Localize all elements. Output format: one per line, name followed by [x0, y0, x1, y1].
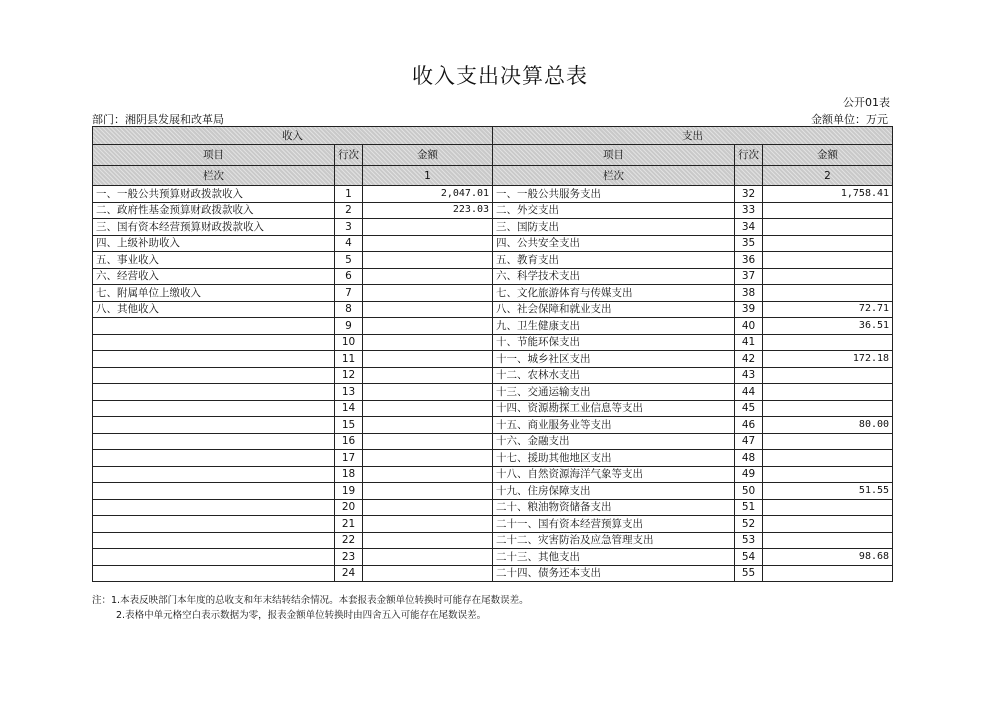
table-row	[93, 384, 893, 401]
expense-item-cell: 十七、援助其他地区支出	[493, 450, 735, 467]
expense-item-cell: 十三、交通运输支出	[493, 384, 735, 401]
income-col-number: 1	[363, 166, 493, 186]
income-item-cell: 二、政府性基金预算财政拨款收入	[93, 202, 335, 219]
expense-amount-cell: 172.18	[763, 351, 893, 368]
table-row	[93, 202, 893, 219]
expense-amount-cell	[763, 334, 893, 351]
income-item-cell	[93, 384, 335, 401]
income-item-cell: 四、上级补助收入	[93, 235, 335, 252]
income-amount-cell	[363, 219, 493, 236]
expense-line-cell: 38	[735, 285, 763, 302]
expense-amount-cell	[763, 202, 893, 219]
expense-amount-header: 金额	[763, 145, 893, 166]
income-amount-cell	[363, 400, 493, 417]
income-line-cell: 19	[335, 483, 363, 500]
table-row	[93, 516, 893, 533]
table-row	[93, 367, 893, 384]
expense-line-cell: 48	[735, 450, 763, 467]
income-item-cell	[93, 351, 335, 368]
expense-item-cell: 十六、金融支出	[493, 433, 735, 450]
expense-item-cell: 十八、自然资源海洋气象等支出	[493, 466, 735, 483]
income-amount-cell	[363, 516, 493, 533]
table-row	[93, 219, 893, 236]
income-item-cell: 七、附属单位上缴收入	[93, 285, 335, 302]
expense-item-cell: 十九、住房保障支出	[493, 483, 735, 500]
income-section-header: 收入	[93, 127, 493, 145]
income-line-cell: 18	[335, 466, 363, 483]
income-line-cell: 2	[335, 202, 363, 219]
expense-item-cell: 二十四、债务还本支出	[493, 565, 735, 582]
income-line-cell: 9	[335, 318, 363, 335]
income-line-cell: 6	[335, 268, 363, 285]
income-item-cell	[93, 499, 335, 516]
table-row	[93, 433, 893, 450]
expense-col-blank	[735, 166, 763, 186]
table-row	[93, 318, 893, 335]
expense-amount-cell	[763, 268, 893, 285]
income-line-cell: 10	[335, 334, 363, 351]
income-item-cell: 六、经营收入	[93, 268, 335, 285]
department-label: 部门：湘阴县发展和改革局	[92, 113, 224, 126]
income-amount-cell	[363, 433, 493, 450]
expense-col-number: 2	[763, 166, 893, 186]
income-item-header: 项目	[93, 145, 335, 166]
table-row	[93, 400, 893, 417]
income-amount-cell	[363, 301, 493, 318]
income-line-cell: 5	[335, 252, 363, 269]
table-row	[93, 351, 893, 368]
expense-item-cell: 十五、商业服务业等支出	[493, 417, 735, 434]
column-header-row	[93, 145, 893, 166]
expense-line-cell: 40	[735, 318, 763, 335]
expense-item-cell: 八、社会保障和就业支出	[493, 301, 735, 318]
expense-amount-cell	[763, 384, 893, 401]
footnotes	[92, 593, 529, 623]
expense-item-cell: 二十一、国有资本经营预算支出	[493, 516, 735, 533]
income-amount-cell: 2,047.01	[363, 186, 493, 203]
income-expense-table	[92, 126, 893, 582]
expense-line-cell: 32	[735, 186, 763, 203]
income-amount-cell	[363, 549, 493, 566]
table-row	[93, 301, 893, 318]
table-row	[93, 466, 893, 483]
expense-line-cell: 54	[735, 549, 763, 566]
income-amount-header: 金额	[363, 145, 493, 166]
income-amount-cell	[363, 450, 493, 467]
expense-amount-cell	[763, 532, 893, 549]
footnote-2: 2.表格中单元格空白表示数据为零，报表金额单位转换时由四舍五入可能存在尾数误差。	[116, 610, 487, 621]
expense-line-cell: 49	[735, 466, 763, 483]
income-item-cell	[93, 367, 335, 384]
income-item-cell	[93, 483, 335, 500]
expense-item-cell: 七、文化旅游体育与传媒支出	[493, 285, 735, 302]
expense-amount-cell: 72.71	[763, 301, 893, 318]
table-row	[93, 252, 893, 269]
income-amount-cell	[363, 367, 493, 384]
table-row	[93, 532, 893, 549]
expense-item-cell: 二十三、其他支出	[493, 549, 735, 566]
expense-line-cell: 44	[735, 384, 763, 401]
income-amount-cell: 223.03	[363, 202, 493, 219]
income-line-cell: 1	[335, 186, 363, 203]
income-item-cell	[93, 516, 335, 533]
income-item-cell: 八、其他收入	[93, 301, 335, 318]
expense-amount-cell	[763, 252, 893, 269]
expense-line-cell: 36	[735, 252, 763, 269]
expense-amount-cell: 36.51	[763, 318, 893, 335]
income-amount-cell	[363, 417, 493, 434]
table-row	[93, 334, 893, 351]
income-amount-cell	[363, 384, 493, 401]
table-row	[93, 483, 893, 500]
income-amount-cell	[363, 334, 493, 351]
table-row	[93, 549, 893, 566]
income-line-cell: 20	[335, 499, 363, 516]
expense-item-cell: 九、卫生健康支出	[493, 318, 735, 335]
column-number-row	[93, 166, 893, 186]
expense-amount-cell	[763, 367, 893, 384]
income-col-label: 栏次	[93, 166, 335, 186]
income-line-cell: 11	[335, 351, 363, 368]
expense-line-cell: 41	[735, 334, 763, 351]
form-number: 公开01表	[843, 96, 890, 109]
expense-line-cell: 37	[735, 268, 763, 285]
expense-item-cell: 十四、资源勘探工业信息等支出	[493, 400, 735, 417]
table-row	[93, 450, 893, 467]
income-item-cell	[93, 433, 335, 450]
expense-col-label: 栏次	[493, 166, 735, 186]
income-item-cell	[93, 466, 335, 483]
expense-item-header: 项目	[493, 145, 735, 166]
expense-line-cell: 51	[735, 499, 763, 516]
income-line-cell: 15	[335, 417, 363, 434]
expense-amount-cell	[763, 516, 893, 533]
income-amount-cell	[363, 268, 493, 285]
expense-line-cell: 50	[735, 483, 763, 500]
expense-item-cell: 一、一般公共服务支出	[493, 186, 735, 203]
expense-amount-cell	[763, 499, 893, 516]
expense-item-cell: 十二、农林水支出	[493, 367, 735, 384]
expense-amount-cell: 1,758.41	[763, 186, 893, 203]
expense-amount-cell	[763, 433, 893, 450]
income-amount-cell	[363, 499, 493, 516]
income-line-cell: 16	[335, 433, 363, 450]
expense-line-cell: 47	[735, 433, 763, 450]
income-line-header: 行次	[335, 145, 363, 166]
table-row	[93, 186, 893, 203]
expense-line-cell: 33	[735, 202, 763, 219]
expense-amount-cell: 98.68	[763, 549, 893, 566]
income-item-cell	[93, 565, 335, 582]
income-amount-cell	[363, 235, 493, 252]
income-amount-cell	[363, 318, 493, 335]
income-line-cell: 13	[335, 384, 363, 401]
expense-amount-cell	[763, 235, 893, 252]
expense-item-cell: 五、教育支出	[493, 252, 735, 269]
income-line-cell: 7	[335, 285, 363, 302]
unit-label: 金额单位：万元	[811, 113, 888, 126]
income-amount-cell	[363, 252, 493, 269]
income-line-cell: 3	[335, 219, 363, 236]
income-item-cell: 三、国有资本经营预算财政拨款收入	[93, 219, 335, 236]
expense-line-cell: 42	[735, 351, 763, 368]
income-line-cell: 17	[335, 450, 363, 467]
expense-amount-cell	[763, 219, 893, 236]
income-amount-cell	[363, 565, 493, 582]
expense-amount-cell	[763, 285, 893, 302]
income-line-cell: 12	[335, 367, 363, 384]
income-line-cell: 8	[335, 301, 363, 318]
income-item-cell	[93, 549, 335, 566]
expense-line-cell: 53	[735, 532, 763, 549]
expense-amount-cell	[763, 466, 893, 483]
expense-line-cell: 43	[735, 367, 763, 384]
table-row	[93, 285, 893, 302]
expense-line-cell: 35	[735, 235, 763, 252]
income-item-cell	[93, 532, 335, 549]
income-item-cell	[93, 334, 335, 351]
table-row	[93, 417, 893, 434]
income-item-cell: 五、事业收入	[93, 252, 335, 269]
income-item-cell: 一、一般公共预算财政拨款收入	[93, 186, 335, 203]
expense-line-cell: 45	[735, 400, 763, 417]
expense-amount-cell	[763, 450, 893, 467]
expense-item-cell: 二十、粮油物资储备支出	[493, 499, 735, 516]
expense-item-cell: 十、节能环保支出	[493, 334, 735, 351]
expense-line-header: 行次	[735, 145, 763, 166]
expense-item-cell: 四、公共安全支出	[493, 235, 735, 252]
income-amount-cell	[363, 466, 493, 483]
income-amount-cell	[363, 285, 493, 302]
income-line-cell: 23	[335, 549, 363, 566]
expense-amount-cell	[763, 565, 893, 582]
expense-line-cell: 55	[735, 565, 763, 582]
expense-line-cell: 39	[735, 301, 763, 318]
income-amount-cell	[363, 483, 493, 500]
expense-amount-cell: 80.00	[763, 417, 893, 434]
expense-section-header: 支出	[493, 127, 893, 145]
income-line-cell: 4	[335, 235, 363, 252]
expense-amount-cell	[763, 400, 893, 417]
income-amount-cell	[363, 351, 493, 368]
expense-item-cell: 六、科学技术支出	[493, 268, 735, 285]
income-item-cell	[93, 450, 335, 467]
section-header-row	[93, 127, 893, 145]
expense-item-cell: 十一、城乡社区支出	[493, 351, 735, 368]
income-line-cell: 24	[335, 565, 363, 582]
expense-line-cell: 52	[735, 516, 763, 533]
income-line-cell: 22	[335, 532, 363, 549]
income-item-cell	[93, 400, 335, 417]
expense-line-cell: 46	[735, 417, 763, 434]
income-item-cell	[93, 417, 335, 434]
table-row	[93, 565, 893, 582]
footnote-1: 注：1.本表反映部门本年度的总收支和年末结转结余情况。本套报表金额单位转换时可能存在尾数误差。	[92, 595, 529, 606]
page-title: 收入支出决算总表	[412, 64, 588, 88]
income-amount-cell	[363, 532, 493, 549]
expense-item-cell: 三、国防支出	[493, 219, 735, 236]
expense-item-cell: 二、外交支出	[493, 202, 735, 219]
income-col-blank	[335, 166, 363, 186]
income-item-cell	[93, 318, 335, 335]
table-row	[93, 499, 893, 516]
income-line-cell: 14	[335, 400, 363, 417]
expense-amount-cell: 51.55	[763, 483, 893, 500]
income-line-cell: 21	[335, 516, 363, 533]
table-row	[93, 268, 893, 285]
table-row	[93, 235, 893, 252]
expense-item-cell: 二十二、灾害防治及应急管理支出	[493, 532, 735, 549]
expense-line-cell: 34	[735, 219, 763, 236]
